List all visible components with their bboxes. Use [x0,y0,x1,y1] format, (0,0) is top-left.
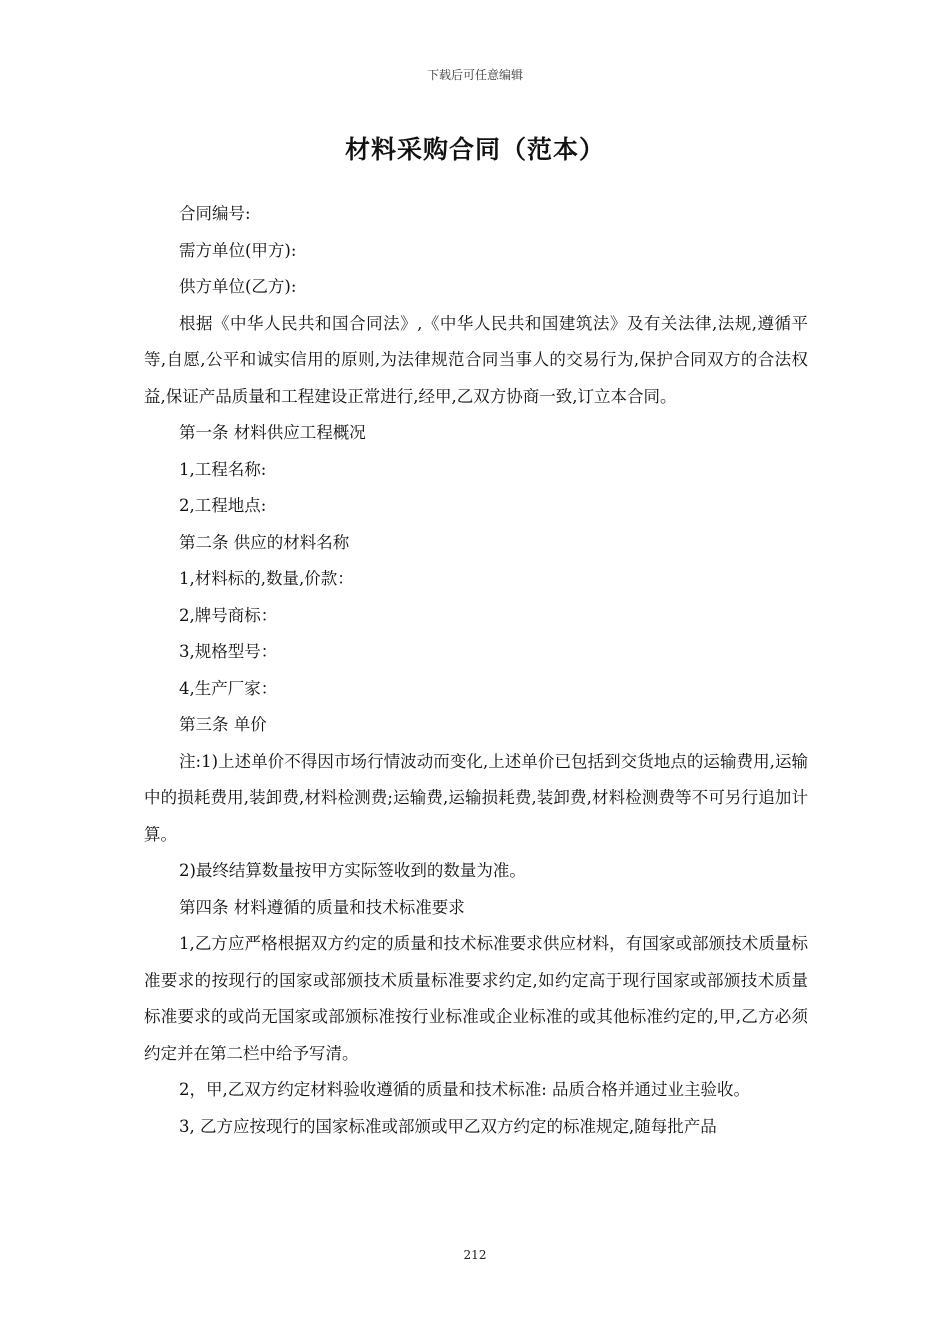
project-name-line: 1,工程名称: [179,459,267,479]
quality-clause-3: 3, 乙方应按现行的国家标准或部颁或甲乙双方约定的标准规定,随每批产品 [179,1116,717,1136]
document-title: 材料采购合同（范本） [344,135,605,164]
material-subject-line: 1,材料标的,数量,价款： [179,569,354,588]
document-body [144,196,808,1145]
article-2-heading: 第二条 供应的材料名称 [179,532,350,552]
unit-price-note-2: 2)最终结算数量按甲方实际签收到的数量为准。 [179,861,526,880]
project-location-line: 2,工程地点: [179,496,267,515]
unit-price-note-1: 注:1)上述单价不得因市场行情波动而变化,上述单价已包括到交货地点的运输费用,运输中的损耗费用,装卸费,材料检测费;运输费,运输损耗费,装卸费,材料检测费等不可另行追加计算。 [144,751,808,844]
article-3-heading: 第三条 单价 [179,715,267,734]
quality-clause-1: 1,乙方应严格根据双方约定的质量和技术标准要求供应材料，有国家或部颁技术质量标准要求的按现行的国家或部颁技术质量标准要求约定,如约定高于现行国家或部颁技术质量标准要求的或尚无国家或部颁标准按行业标准或企业标准的或其他标准约定的,甲,乙方必须约定并在第二栏中给予写清。 [144,934,808,1063]
quality-clause-2: 2，甲,乙双方约定材料验收遵循的质量和技术标准: 品质合格并通过业主验收。 [179,1080,751,1099]
page-number: 212 [463,1248,487,1262]
preamble-paragraph: 根据《中华人民共和国合同法》,《中华人民共和国建筑法》及有关法律,法规,遵循平等,自愿,公平和诚实信用的原则,为法律规范合同当事人的交易行为,保护合同双方的合法权益,保证产品质量和工程建设正常进行,经甲,乙双方协商一致,订立本合同。 [144,313,808,406]
spec-model-line: 3,规格型号： [179,642,278,661]
brand-trademark-line: 2,牌号商标： [179,605,278,625]
page-header-note: 下载后可任意编辑 [426,68,523,82]
manufacturer-line: 4,生产厂家： [179,678,278,698]
article-1-heading: 第一条 材料供应工程概况 [179,423,366,442]
article-4-heading: 第四条 材料遵循的质量和技术标准要求 [179,897,465,917]
supplier-line: 供方单位(乙方): [179,277,297,296]
contract-number-line: 合同编号: [179,204,251,223]
buyer-line: 需方单位(甲方): [179,240,297,260]
